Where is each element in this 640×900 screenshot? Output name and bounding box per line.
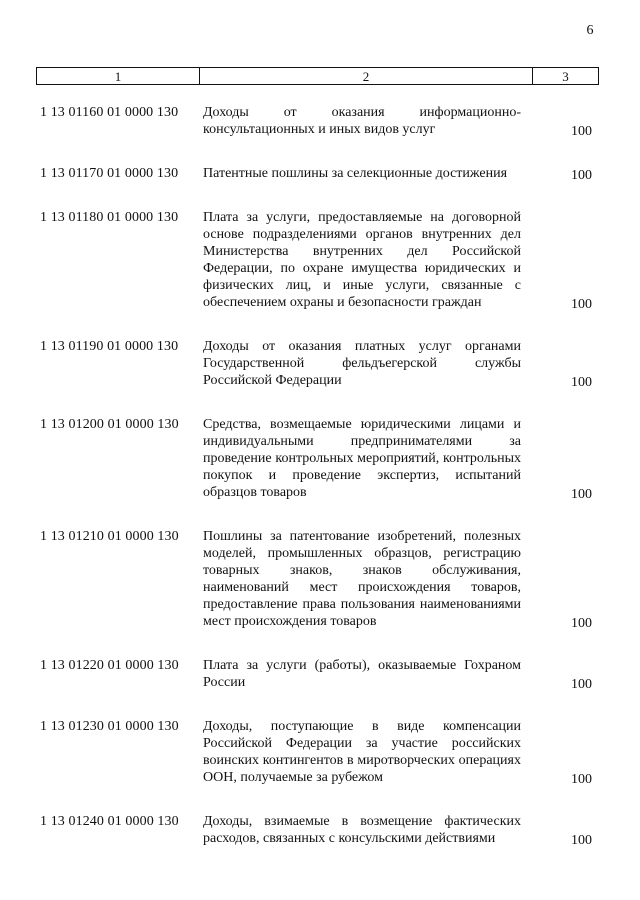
revenue-code: 1 13 01190 01 0000 130 — [40, 339, 179, 354]
column-header-2: 2 — [200, 68, 533, 84]
revenue-name: Доходы, взимаемые в возмещение фактических расходов, связанных с консульскими действиями — [203, 814, 521, 846]
revenue-code: 1 13 01220 01 0000 130 — [40, 658, 179, 673]
table-row — [0, 209, 640, 311]
revenue-name: Плата за услуги (работы), оказываемые Гохраном России — [203, 658, 521, 690]
revenue-amount: 100 — [571, 168, 592, 183]
column-header-3: 3 — [562, 68, 569, 84]
revenue-name: Средства, возмещаемые юридическими лицами и индивидуальными предпринимателями за проведение контрольных мероприятий, контрольных покупок и проведение экспертиз, испытаний образцов товаров — [203, 417, 521, 500]
column-header-1: 1 — [37, 68, 200, 84]
revenue-code: 1 13 01210 01 0000 130 — [40, 529, 179, 544]
revenue-amount: 100 — [571, 772, 592, 787]
table-row — [0, 813, 640, 847]
revenue-code: 1 13 01230 01 0000 130 — [40, 719, 179, 734]
table-row — [0, 104, 640, 138]
table-row — [0, 416, 640, 501]
revenue-name: Доходы, поступающие в виде компенсации Российской Федерации за участие российских воинских контингентов в миротворческих операциях ООН, получаемые за рубежом — [203, 719, 521, 785]
table-row — [0, 338, 640, 389]
table-row — [0, 718, 640, 786]
revenue-amount: 100 — [571, 124, 592, 139]
revenue-code: 1 13 01180 01 0000 130 — [40, 210, 179, 225]
revenue-code: 1 13 01170 01 0000 130 — [40, 166, 179, 181]
revenue-name: Доходы от оказания платных услуг органами Государственной фельдъегерской службы Российской Федерации — [203, 339, 521, 388]
revenue-name: Патентные пошлины за селекционные достижения — [203, 166, 508, 181]
revenue-name: Пошлины за патентование изобретений, полезных моделей, промышленных образцов, регистрацию товарных знаков, знаков обслуживания, наименований мест происхождения товаров, предоставление права пользования наименованиями мест происхождения товаров — [203, 529, 521, 629]
revenue-code: 1 13 01240 01 0000 130 — [40, 814, 179, 829]
table-row — [0, 657, 640, 691]
revenue-table-body — [0, 104, 640, 874]
column-header-row — [36, 67, 599, 85]
revenue-amount: 100 — [571, 297, 592, 312]
revenue-code: 1 13 01160 01 0000 130 — [40, 105, 179, 120]
table-row — [0, 528, 640, 630]
revenue-name: Доходы от оказания информационно-консультационных и иных видов услуг — [203, 105, 521, 137]
revenue-amount: 100 — [571, 616, 592, 631]
revenue-amount: 100 — [571, 487, 592, 502]
revenue-name: Плата за услуги, предоставляемые на договорной основе подразделениями органов внутренних дел Министерства внутренних дел Российской Федерации, по охране имущества юридических и физических лиц, и иные услуги, связанные с обеспечением охраны и безопасности граждан — [203, 210, 521, 310]
revenue-amount: 100 — [571, 677, 592, 692]
revenue-amount: 100 — [571, 833, 592, 848]
revenue-amount: 100 — [571, 375, 592, 390]
page-number: 6 — [586, 23, 594, 38]
revenue-code: 1 13 01200 01 0000 130 — [40, 417, 179, 432]
table-row — [0, 165, 640, 182]
